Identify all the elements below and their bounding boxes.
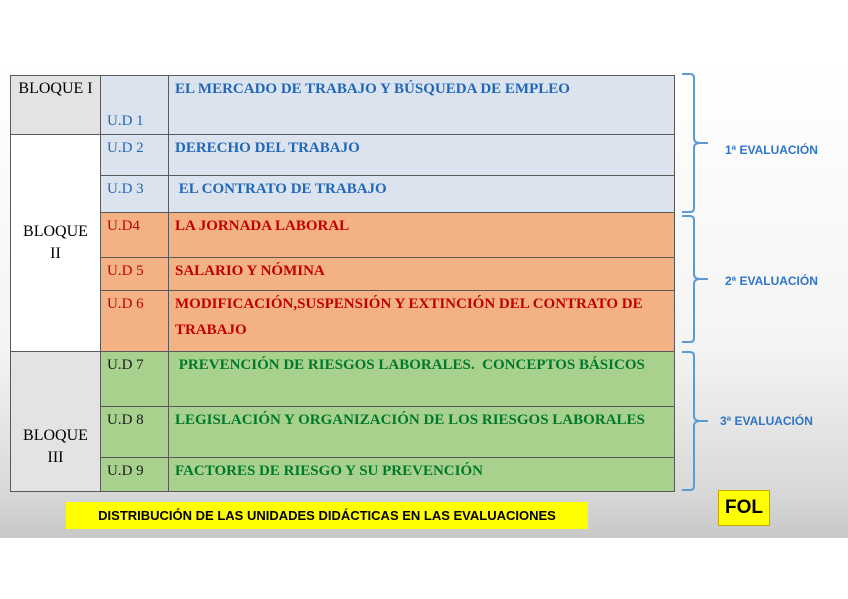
unit-code: U.D 1 (101, 76, 169, 135)
unit-title: EL MERCADO DE TRABAJO Y BÚSQUEDA DE EMPLEO (169, 76, 675, 135)
table-row (11, 135, 675, 176)
table-row (11, 458, 675, 492)
unit-code: U.D 2 (101, 135, 169, 176)
evaluation-1-brace (680, 72, 710, 214)
unit-code: U.D 5 (101, 258, 169, 291)
table-row (11, 176, 675, 213)
block-2-label: BLOQUE II (11, 135, 101, 352)
table-row (11, 258, 675, 291)
table-row (11, 407, 675, 458)
evaluation-2-brace (680, 214, 710, 344)
unit-title: FACTORES DE RIESGO Y SU PREVENCIÓN (169, 458, 675, 492)
table-row (11, 76, 675, 135)
unit-title: LA JORNADA LABORAL (169, 213, 675, 258)
table-row (11, 213, 675, 258)
evaluation-3-brace (680, 350, 710, 492)
unit-title: LEGISLACIÓN Y ORGANIZACIÓN DE LOS RIESGOS LABORALES (169, 407, 675, 458)
fol-badge: FOL (718, 490, 770, 526)
unit-code: U.D4 (101, 213, 169, 258)
evaluation-2-label: 2ª EVALUACIÓN (725, 274, 818, 288)
evaluation-3-label: 3ª EVALUACIÓN (720, 414, 813, 428)
unit-title: SALARIO Y NÓMINA (169, 258, 675, 291)
block-3-label: BLOQUE III (11, 352, 101, 492)
table-row (11, 352, 675, 407)
units-table (10, 75, 675, 492)
unit-code: U.D 3 (101, 176, 169, 213)
unit-code: U.D 8 (101, 407, 169, 458)
unit-title: PREVENCIÓN DE RIESGOS LABORALES. CONCEPTOS BÁSICOS (169, 352, 675, 407)
unit-title: DERECHO DEL TRABAJO (169, 135, 675, 176)
unit-title: MODIFICACIÓN,SUSPENSIÓN Y EXTINCIÓN DEL CONTRATO DE TRABAJO (169, 291, 675, 352)
evaluation-1-label: 1ª EVALUACIÓN (725, 143, 818, 157)
unit-title: EL CONTRATO DE TRABAJO (169, 176, 675, 213)
caption-banner: DISTRIBUCIÓN DE LAS UNIDADES DIDÁCTICAS EN LAS EVALUACIONES (66, 502, 588, 529)
block-1-label: BLOQUE I (11, 76, 101, 135)
table-row (11, 291, 675, 352)
unit-code: U.D 7 (101, 352, 169, 407)
unit-code: U.D 9 (101, 458, 169, 492)
unit-code: U.D 6 (101, 291, 169, 352)
